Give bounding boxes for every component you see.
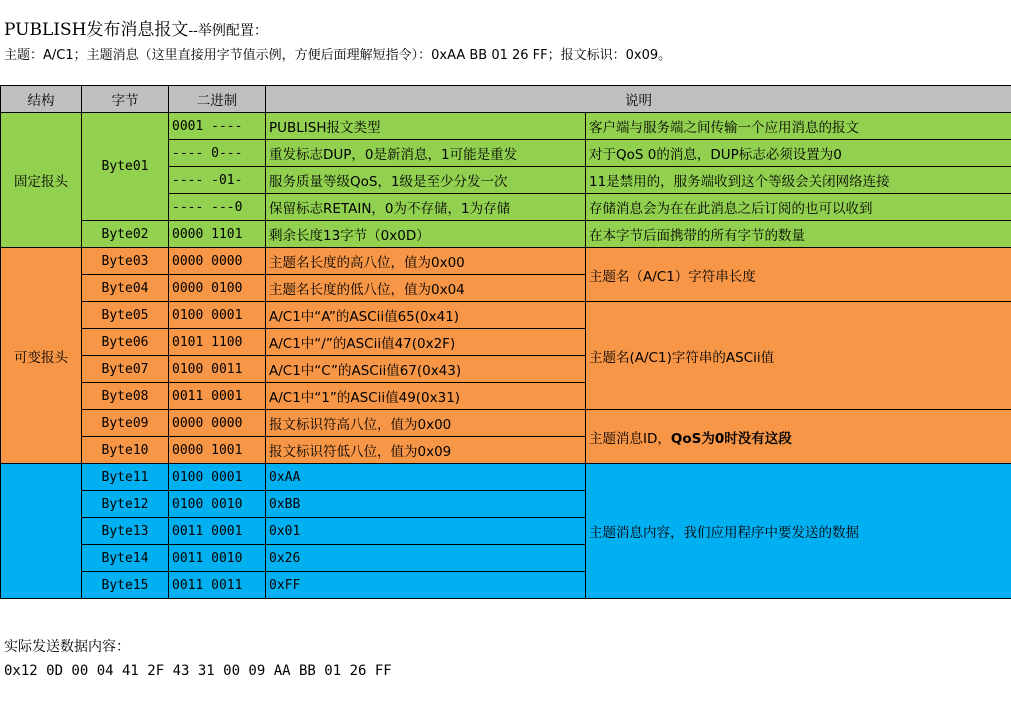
meaning-cell: 重发标志DUP，0是新消息，1可能是重发 [266, 140, 586, 167]
meaning-cell: PUBLISH报文类型 [266, 113, 586, 140]
byte-cell: Byte04 [82, 275, 169, 302]
binary-cell: 0100 0011 [169, 356, 266, 383]
table-row [1, 248, 1011, 275]
note-cell: 11是禁用的，服务端收到这个等级会关闭网络连接 [586, 167, 1011, 194]
byte-cell: Byte12 [82, 491, 169, 518]
byte-cell: Byte07 [82, 356, 169, 383]
binary-cell: ---- -01- [169, 167, 266, 194]
footer-label: 实际发送数据内容： [4, 639, 130, 655]
binary-cell: ---- 0--- [169, 140, 266, 167]
byte-cell: Byte10 [82, 437, 169, 464]
meaning-cell: A/C1中“/”的ASCii值47(0x2F) [266, 329, 586, 356]
meaning-cell: 剩余长度13字节（0x0D） [266, 221, 586, 248]
binary-cell: ---- ---0 [169, 194, 266, 221]
meaning-cell: A/C1中“A”的ASCii值65(0x41) [266, 302, 586, 329]
sheet-title [4, 20, 268, 41]
binary-cell: 0000 1101 [169, 221, 266, 248]
footer-data: 0x12 0D 00 04 41 2F 43 31 00 09 AA BB 01 26 FF [4, 663, 392, 679]
note-cell: 在本字节后面携带的所有字节的数量 [586, 221, 1011, 248]
note-cell [586, 410, 1011, 464]
byte-cell: Byte11 [82, 464, 169, 491]
meaning-cell: A/C1中“C”的ASCii值67(0x43) [266, 356, 586, 383]
section-payload [1, 464, 82, 599]
meaning-cell: 0x26 [266, 545, 586, 572]
note-cell: 存储消息会为在在此消息之后订阅的也可以收到 [586, 194, 1011, 221]
meaning-cell: 主题名长度的低八位，值为0x04 [266, 275, 586, 302]
header-binary: 二进制 [169, 86, 266, 113]
note-cell: 主题消息内容，我们应用程序中要发送的数据 [586, 464, 1011, 599]
binary-cell: 0000 0100 [169, 275, 266, 302]
byte-cell: Byte06 [82, 329, 169, 356]
binary-cell: 0000 1001 [169, 437, 266, 464]
binary-cell: 0100 0001 [169, 302, 266, 329]
meaning-cell: 保留标志RETAIN，0为不存储，1为存储 [266, 194, 586, 221]
note-cell: 对于QoS 0的消息，DUP标志必须设置为0 [586, 140, 1011, 167]
meaning-cell: 报文标识符高八位，值为0x00 [266, 410, 586, 437]
binary-cell: 0011 0011 [169, 572, 266, 599]
title-suffix: --举例配置： [188, 23, 268, 39]
byte-cell: Byte01 [82, 113, 169, 221]
header-structure: 结构 [1, 86, 82, 113]
table-row [1, 410, 1011, 437]
note-text: 主题消息ID， [589, 430, 671, 447]
meaning-cell: A/C1中“1”的ASCii值49(0x31) [266, 383, 586, 410]
meaning-cell: 0xAA [266, 464, 586, 491]
meaning-cell: 0x01 [266, 518, 586, 545]
table-row [1, 221, 1011, 248]
byte-cell: Byte08 [82, 383, 169, 410]
byte-cell: Byte14 [82, 545, 169, 572]
table-row [1, 464, 1011, 491]
byte-cell: Byte05 [82, 302, 169, 329]
byte-cell: Byte13 [82, 518, 169, 545]
byte-cell: Byte15 [82, 572, 169, 599]
meaning-cell: 服务质量等级QoS，1级是至少分发一次 [266, 167, 586, 194]
binary-cell: 0011 0001 [169, 383, 266, 410]
binary-cell: 0100 0001 [169, 464, 266, 491]
binary-cell: 0011 0001 [169, 518, 266, 545]
binary-cell: 0001 ---- [169, 113, 266, 140]
binary-cell: 0000 0000 [169, 248, 266, 275]
note-bold-text: QoS为0时没有这段 [670, 430, 792, 447]
section-variable-header: 可变报头 [1, 248, 82, 464]
meaning-cell: 0xFF [266, 572, 586, 599]
table-row [1, 302, 1011, 329]
header-byte: 字节 [82, 86, 169, 113]
meaning-cell: 报文标识符低八位，值为0x09 [266, 437, 586, 464]
sheet-subtitle: 主题：A/C1；主题消息（这里直接用字节值示例，方便后面理解短指令）：0xAA BB 01 26 FF；报文标识：0x09。 [4, 48, 672, 63]
binary-cell: 0011 0010 [169, 545, 266, 572]
packet-table [0, 85, 1011, 599]
section-fixed-header: 固定报头 [1, 113, 82, 248]
header-description: 说明 [266, 86, 1011, 113]
byte-cell: Byte09 [82, 410, 169, 437]
byte-cell: Byte02 [82, 221, 169, 248]
meaning-cell: 主题名长度的高八位，值为0x00 [266, 248, 586, 275]
byte-cell: Byte03 [82, 248, 169, 275]
title-main: PUBLISH发布消息报文 [4, 20, 189, 40]
meaning-cell: 0xBB [266, 491, 586, 518]
note-cell: 主题名（A/C1）字符串长度 [586, 248, 1011, 302]
note-cell: 主题名(A/C1)字符串的ASCii值 [586, 302, 1011, 410]
binary-cell: 0100 0010 [169, 491, 266, 518]
table-header-row [1, 86, 1011, 113]
binary-cell: 0000 0000 [169, 410, 266, 437]
table-row [1, 113, 1011, 140]
note-cell: 客户端与服务端之间传输一个应用消息的报文 [586, 113, 1011, 140]
binary-cell: 0101 1100 [169, 329, 266, 356]
